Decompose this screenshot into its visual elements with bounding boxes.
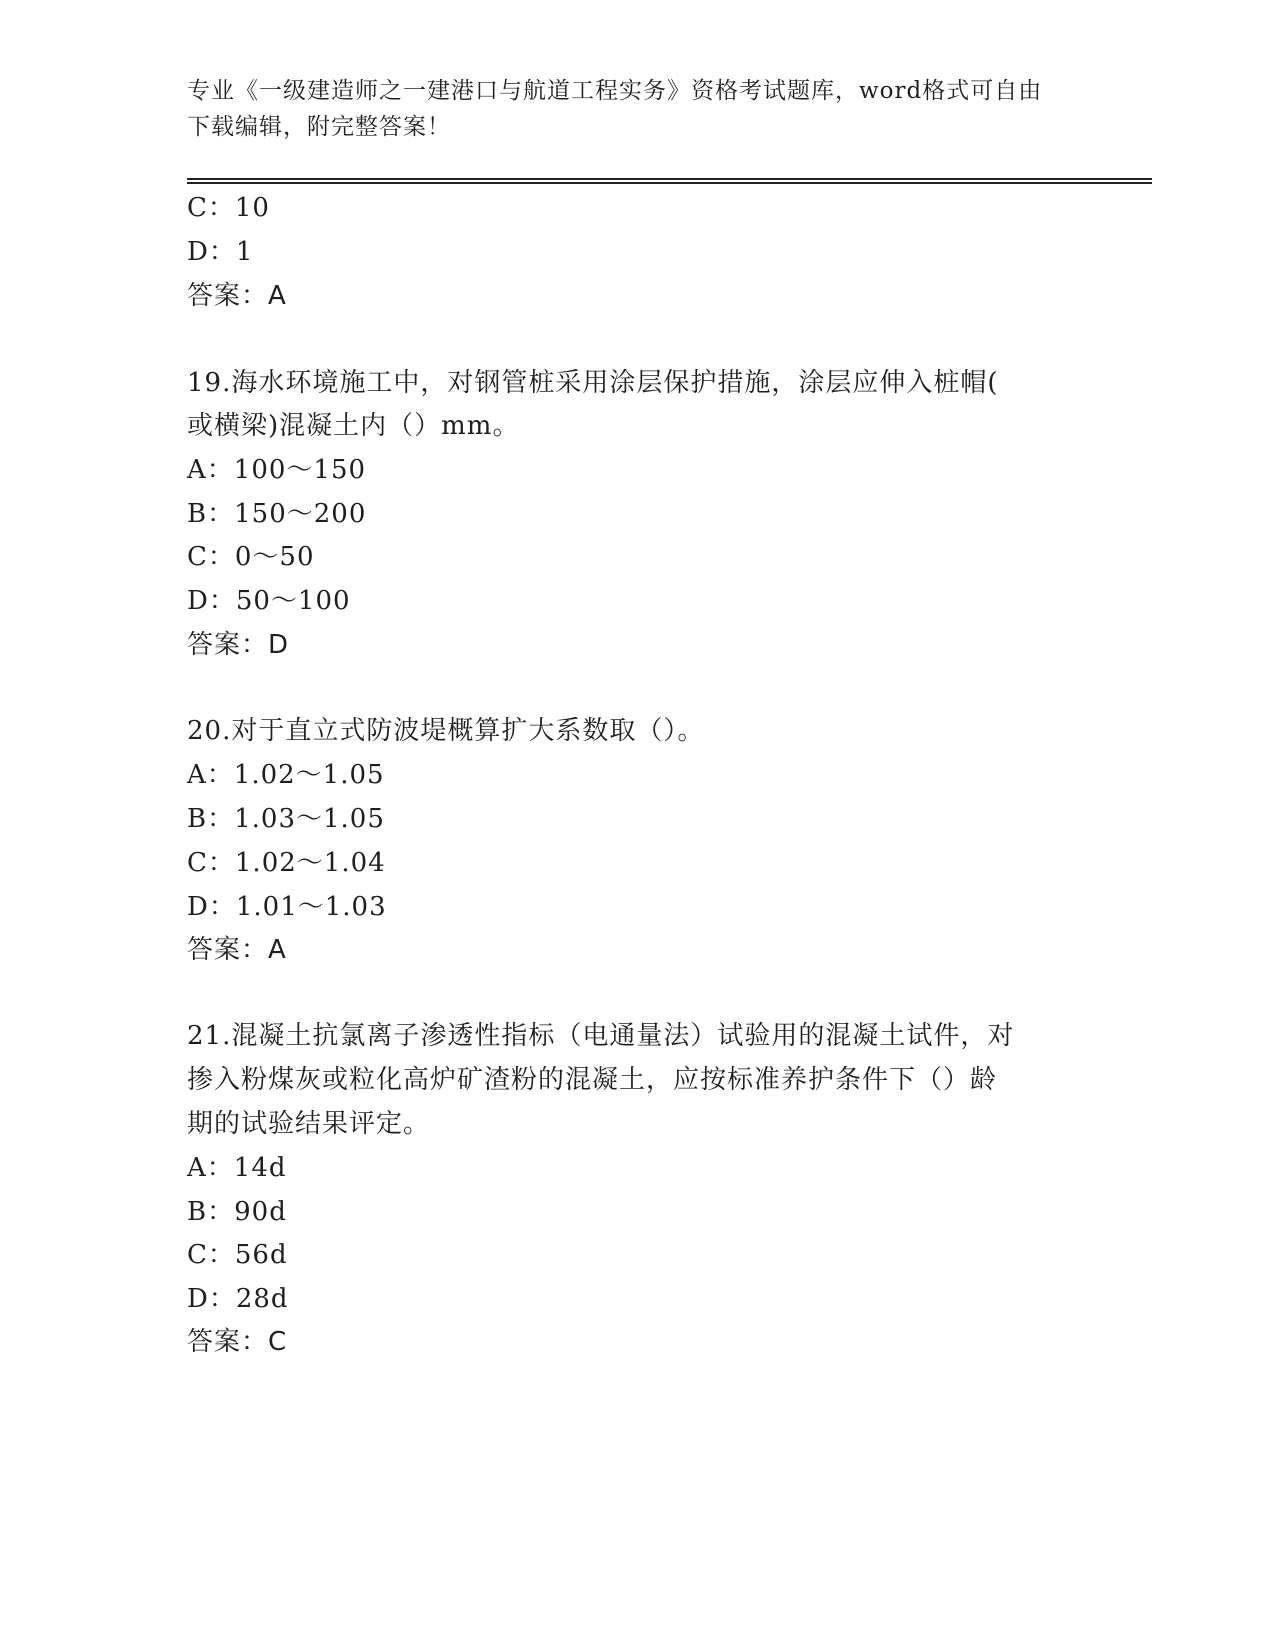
- q21-option-c: C：56d: [187, 1240, 288, 1270]
- q21-stem-line-2: 掺入粉煤灰或粒化高炉矿渣粉的混凝土，应按标准养护条件下（）龄: [187, 1065, 998, 1095]
- header-divider: [187, 178, 1152, 184]
- q20-option-b: B：1.03～1.05: [187, 804, 385, 834]
- q19-option-b: B：150～200: [187, 499, 367, 529]
- q19-stem-line-1: 19.海水环境施工中，对钢管桩采用涂层保护措施，涂层应伸入桩帽(: [187, 368, 999, 398]
- header-line-1: 专业《一级建造师之一建港口与航道工程实务》资格考试题库，word格式可自由: [187, 78, 1043, 104]
- q19-option-d: D：50～100: [187, 586, 351, 616]
- prev-option-d: D：1: [187, 237, 254, 267]
- q20-option-c: C：1.02～1.04: [187, 848, 386, 878]
- q20-option-d: D：1.01～1.03: [187, 892, 387, 922]
- q21-stem-line-3: 期的试验结果评定。: [187, 1109, 431, 1139]
- header-line-2: 下载编辑，附完整答案！: [187, 114, 451, 140]
- q19-answer: 答案：D: [187, 630, 290, 660]
- q20-option-a: A：1.02～1.05: [187, 760, 385, 790]
- q21-option-d: D：28d: [187, 1284, 289, 1314]
- q21-stem-line-1: 21.混凝土抗氯离子渗透性指标（电通量法）试验用的混凝土试件，对: [187, 1021, 1015, 1051]
- q19-option-a: A：100～150: [187, 455, 367, 485]
- document-header: [187, 73, 1087, 145]
- q19-option-c: C：0～50: [187, 542, 315, 572]
- q21-answer: 答案：C: [187, 1327, 288, 1357]
- q20-stem-line-1: 20.对于直立式防波堤概算扩大系数取（）。: [187, 716, 705, 746]
- prev-answer: 答案：A: [187, 281, 287, 311]
- q19-stem-line-2: 或横梁)混凝土内（）mm。: [187, 411, 520, 441]
- q20-answer: 答案：A: [187, 935, 287, 965]
- q21-option-a: A：14d: [187, 1153, 287, 1183]
- prev-option-c: C：10: [187, 193, 270, 223]
- q21-option-b: B：90d: [187, 1197, 287, 1227]
